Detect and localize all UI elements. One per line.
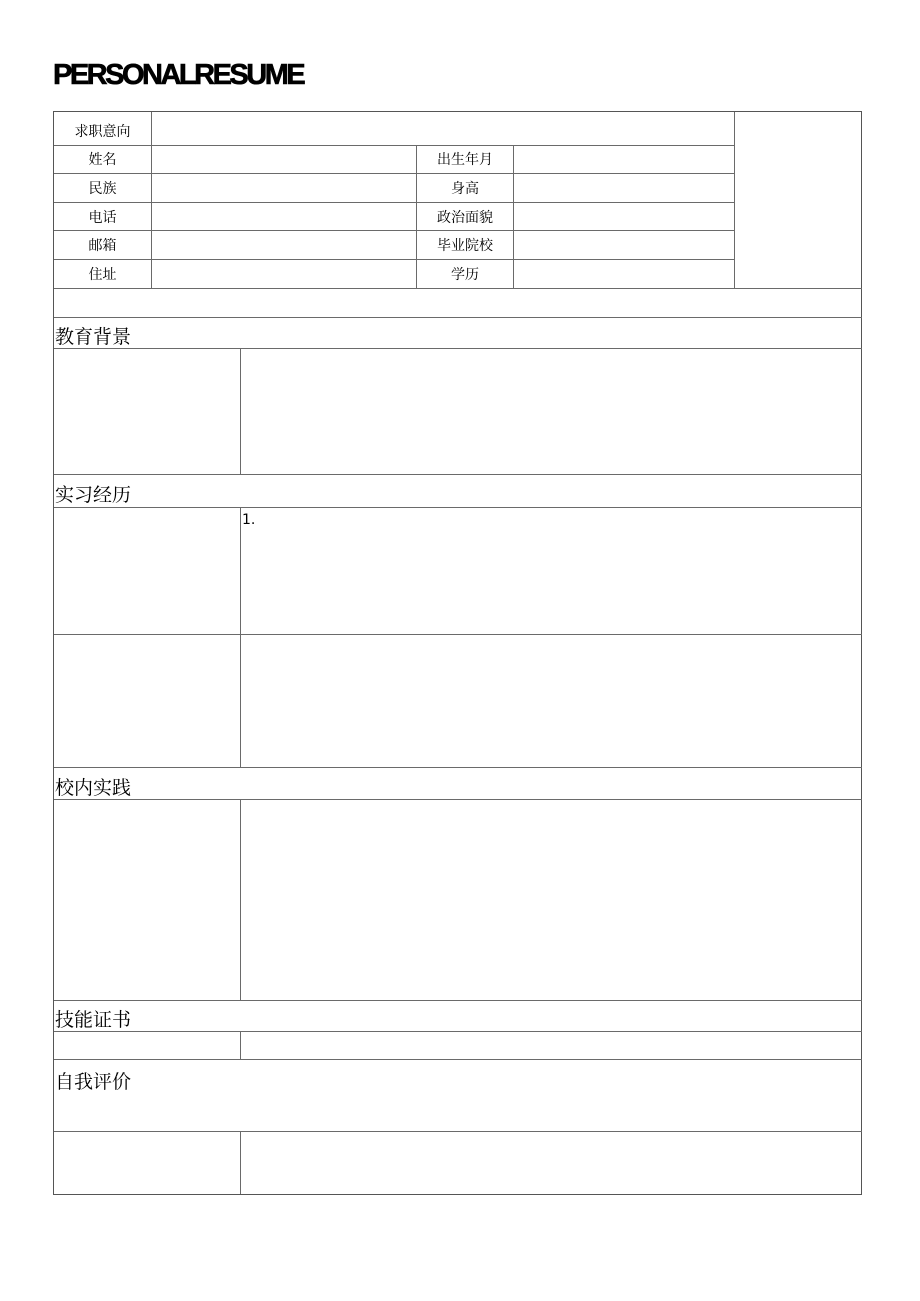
job-intention-field[interactable] — [152, 112, 734, 145]
education-period-cell[interactable] — [54, 349, 240, 474]
school-field[interactable] — [514, 231, 734, 259]
internship-period-cell-2[interactable] — [54, 635, 240, 767]
address-label: 住址 — [88, 267, 117, 283]
section-heading-campus: 校内实践 — [55, 777, 132, 799]
photo-box[interactable] — [735, 112, 862, 288]
campus-period-cell[interactable] — [54, 800, 240, 1000]
birth-field[interactable] — [514, 146, 734, 173]
degree-label: 学历 — [451, 267, 479, 283]
education-detail-cell[interactable] — [241, 349, 862, 474]
internship-detail-cell-1[interactable] — [241, 508, 862, 634]
phone-label: 电话 — [88, 210, 117, 226]
internship-period-cell-1[interactable] — [54, 508, 240, 634]
skills-name-cell[interactable] — [54, 1032, 240, 1059]
name-label: 姓名 — [88, 152, 117, 168]
resume-table — [53, 111, 862, 1195]
height-field[interactable] — [514, 174, 734, 202]
email-label: 邮箱 — [88, 238, 117, 254]
ethnicity-field[interactable] — [152, 174, 416, 202]
section-heading-education: 教育背景 — [55, 326, 132, 348]
section-heading-skills: 技能证书 — [55, 1009, 132, 1031]
address-field[interactable] — [152, 260, 416, 288]
self-eval-left-cell[interactable] — [54, 1132, 240, 1194]
phone-field[interactable] — [152, 203, 416, 230]
ethnicity-label: 民族 — [88, 181, 117, 197]
skills-detail-cell[interactable] — [241, 1032, 862, 1059]
campus-detail-cell[interactable] — [241, 800, 862, 1000]
political-field[interactable] — [514, 203, 734, 230]
internship-first-item: 1. — [242, 512, 256, 528]
name-field[interactable] — [152, 146, 416, 173]
internship-detail-cell-2[interactable] — [241, 635, 862, 767]
section-heading-self-eval: 自我评价 — [55, 1071, 132, 1093]
job-intention-label: 求职意向 — [74, 124, 131, 140]
section-heading-internship: 实习经历 — [55, 484, 132, 506]
height-label: 身高 — [451, 181, 479, 197]
school-label: 毕业院校 — [437, 238, 493, 254]
self-eval-detail-cell[interactable] — [241, 1132, 862, 1194]
degree-field[interactable] — [514, 260, 734, 288]
birth-label: 出生年月 — [437, 152, 493, 168]
page-title: PERSONALRESUME — [53, 59, 304, 91]
email-field[interactable] — [152, 231, 416, 259]
political-label: 政治面貌 — [437, 210, 493, 226]
